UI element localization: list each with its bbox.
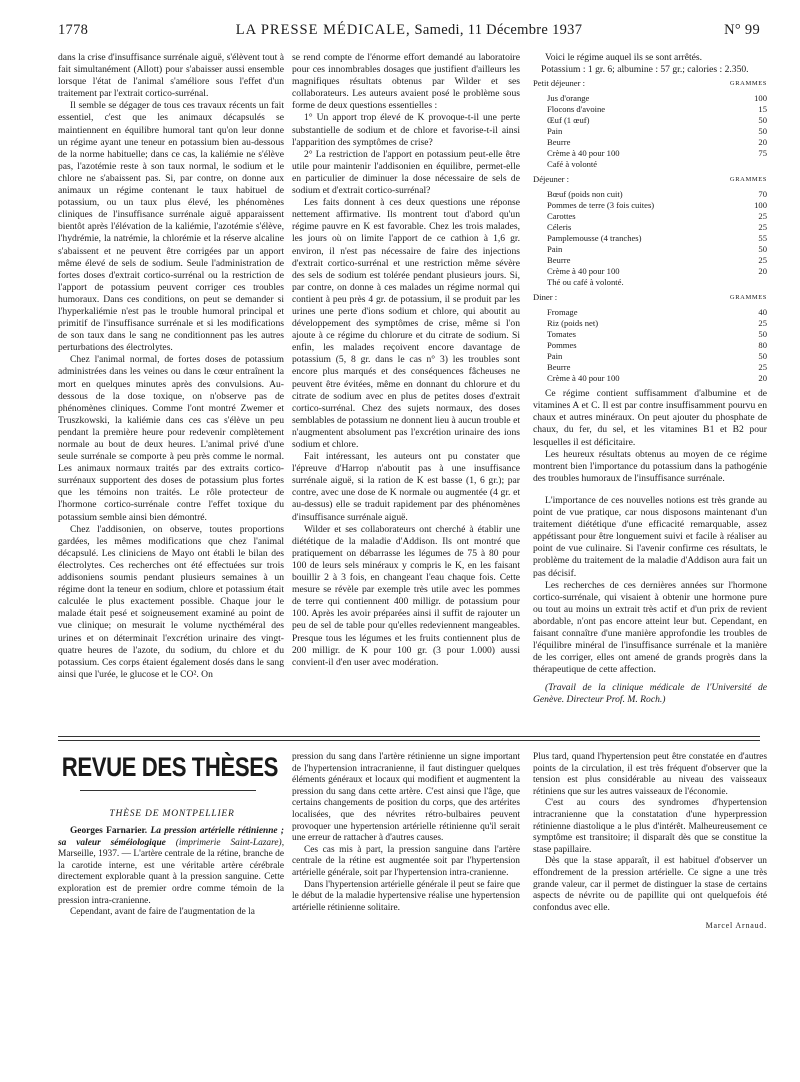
paragraph: Cependant, avant de faire de l'augmentation de la [70, 907, 255, 918]
diet-row: Tomates 50 [547, 329, 767, 340]
grammes-header: GRAMMES [729, 176, 767, 184]
diet-row: Jus d'orange 100 [547, 93, 767, 104]
thesis-column-3 [533, 752, 767, 932]
thesis-intro [58, 826, 284, 907]
question-1: 1° Un apport trop élevé de K provoque-t-il une perte substantielle de sodium et de chlore et favorise-t-il ainsi l'apparition des symptômes de crise? [292, 112, 520, 148]
column-1 [58, 52, 284, 681]
section-subtitle: THÈSE DE MONTPELLIER [109, 809, 235, 819]
meal-name: Déjeuner : [533, 174, 570, 185]
meal-name: Diner : [533, 292, 558, 303]
diet-row: Beurre 25 [547, 255, 767, 266]
thesis-column-2 [292, 752, 520, 914]
paragraph: Il semble se dégager de tous ces travaux récents un fait essentiel, c'est que les animaux décapsulés se maintiennent en équilibre humoral tant qu'on leur donne un régime ayant une teneur en potassium bien au-dessous de la norme habituelle; dans ce cas, la kaliémie ne s'élève pas, l'azotémie reste à son taux normal, le sodium et le chlore ne s'abaissent pas. Si, par contre, on donne aux animaux un régime contenant le taux habituel de potassium, ou un taux plus élevé, les phénomènes cliniques de l'insuffisance surrénale aiguë apparaissent bientôt après l'élévation de la kaliémie, l'azotémie s'élève, l'hydrémie, la natrémie, la chlorémie et la réserve alcaline s'abaissent et ne peuvent être corrigées par un apport même élevé de sels de sodium. Seule l'administration de fortes doses d'extrait cortico-surrénal ou la restriction de l'apport de potassium peuvent corriger ces troubles humoraux. Dans ces conditions, on peut se demander si l'hyperkaliémie n'est pas le trouble humoral principal et primitif de l'insuffisance surrénale et si les modifications de son taux dans le sang ne conditionnent pas les autres perturbations des électrolytes. [58, 100, 284, 354]
page-number: 1778 [58, 22, 89, 38]
paragraph: Wilder et ses collaborateurs ont cherché à établir une diététique de la maladie d'Addison. Ils ont montré que pratiquement on débarrasse les légumes de 75 à 80 pour 100 de leurs sels minéraux y compris le K, en les faisant bouillir 2 à 3 fois, en changeant l'eau chaque fois. Cette mesure se révèle par exemple très utile avec les pommes de terre qui contiennent 400 milligr. de potassium pour 100. Après les avoir préparées ainsi il suffit de rajouter un peu de sel de table pour qu'elles redeviennent mangeables. Presque tous les légumes et les fruits contiennent plus de 200 milligr. de K pour 100 gr. (3 pour 1.000) aussi convient-il d'en user avec modération. [292, 523, 520, 668]
diet-row: Crème à 40 pour 100 20 [547, 373, 767, 384]
thesis-column-1 [58, 826, 284, 919]
diet-row: Crème à 40 pour 100 75 [547, 148, 767, 159]
paragraph: Chez l'animal normal, de fortes doses de potassium administrées dans les veines ou dans le cœur entraînent la mort en quelques minutes après des convulsions. Au-dessous de la dose toxique, on n'observe pas de phénomènes cliniques. Comme l'ont montré Zwemer et Truszkowski, la kaliémie dans ces cas s'élève un peu pendant la première heure pour redevenir complètement normale au bout de deux heures. L'animal privé d'une seule surrénale se comporte à peu près comme le normal. Les animaux normaux traités par des extraits cortico-surrénaux supportent des doses de potassium plus fortes que les témoins non traités. Le rôle protecteur de l'hormone cortico-surrénale contre l'effet toxique du potassium semble ainsi bien démontré. [58, 354, 284, 523]
diet-meal-lunch [533, 174, 767, 288]
paragraph: Dès que la stase apparaît, il est habituel d'observer un effondrement de la pression artérielle. Ce signe a une très grande valeur, car il permet de distinguer la stase de certains aspects de névrite ou de papillite qui ont quelquefois été confondus avec elle. [533, 856, 767, 913]
section-divider [58, 740, 760, 741]
column-3 [533, 52, 767, 707]
section-title: REVUE DES THÈSES [61, 752, 278, 782]
paragraph: L'importance de ces nouvelles notions est très grande au point de vue pratique, car nous disposons maintenant d'un traitement diététique d'une efficacité remarquable, assez appétissant pour être longuement suivi et facile à réaliser au point de vue culinaire. Si l'avenir confirme ces résultats, le problème du traitement de la maladie d'Addison aura fait un pas décisif. [533, 494, 767, 579]
thesis-intro-text: , Marseille, 1937. — L'artère centrale de la rétine, branche de la carotide interne, est une véritable artère cérébrale directement explorable quant à la pression sanguine. Cette exploration est de premier ordre comme témoin de la pression intra-cranienne. [58, 837, 285, 906]
credit-note: (Travail de la clinique médicale de l'Université de Genève. Directeur Prof. M. Roch.) [533, 682, 767, 706]
diet-row: Pommes 80 [547, 340, 767, 351]
paragraph: pression du sang dans l'artère rétinienne un signe important de l'hypertension intracranienne, il faut distinguer quelques éléments généraux et locaux qui modifient et augmentent la pression du sang dans cette artère. C'est ainsi que l'âge, que certains changements de position du corps, que des artérites localisées, que des névrites rétro-bulbaires peuvent provoquer une hypertension artérielle rétinienne qu'il serait une erreur de rattacher à d'autres causes. [292, 752, 520, 844]
diet-meal-breakfast [533, 78, 767, 170]
paragraph: Dans l'hypertension artérielle générale il peut se faire que le début de la maladie hypertensive réalise une hypertension artérielle rétinienne solitaire. [292, 879, 520, 913]
thesis-title: La pression artérielle rétinienne ; sa valeur séméiologique [58, 826, 284, 848]
paragraph: Ce régime contient suffisamment d'albumine et de vitamines A et C. Il est par contre insuffisamment pourvu en chaux et autres minéraux. On peut ajouter du phosphate de chaux, du fer, du sel, et les vitamines B1 et B2 pour lesquelles il est déficitaire. [533, 388, 767, 448]
paragraph: Chez l'addisonien, on observe, toutes proportions gardées, les mêmes modifications que chez l'animal décapsulé. Les cliniciens de Mayo ont établi le bilan des électrolytes. Ces recherches ont été effectuées sur trois addisoniens soumis pendant plusieurs semaines à un régime dont la teneur en sodium, chlore et potassium était calculée le plus exactement possible. Chaque jour le malade était pesé et soigneusement examiné au point de vue clinique; on mesurait le volume nycthéméral des urines et on déterminait l'excrétion urinaire des vingt-quatre heures de l'azote, du sodium, du chlore et du potassium. Ces corps étaient également dosés dans le sang ainsi que l'urée, le glucose et le CO². On [58, 523, 284, 680]
diet-row: Bœuf (poids non cuit) 70 [547, 189, 767, 200]
diet-row: Fromage 40 [547, 307, 767, 318]
issue-number: N° 99 [724, 22, 760, 38]
diet-row: Pain 50 [547, 351, 767, 362]
diet-meal-dinner [533, 292, 767, 384]
paragraph: Fait intéressant, les auteurs ont pu constater que l'épreuve d'Harrop n'aboutit pas à une insuffisance surrénale aiguë, si la ration de K est basse (1, 6 gr.); par contre, avec une dose de K normale ou augmentée (4 gr. et au-dessus) elle se traduit rapidement par des phénomènes d'insuffisance surrénale aiguë. [292, 451, 520, 523]
paragraph: Les heureux résultats obtenus au moyen de ce régime montrent bien l'importance du potassium dans la pathogénie des troubles humoraux de l'insuffisance surrénale. [533, 448, 767, 484]
paragraph: se rend compte de l'énorme effort demandé au laboratoire pour ces innombrables dosages que justifient d'ailleurs les magnifiques résultats obtenus par Wilder et ses collaborateurs. Les auteurs avaient posé le problème sous forme de deux questions essentielles : [292, 52, 520, 112]
question-2: 2° La restriction de l'apport en potassium peut-elle être utile pour maintenir l'addisonien en équilibre, permet-elle en particulier de diminuer la dose nécessaire de sels de sodium et d'extrait cortico-surrénal? [292, 148, 520, 197]
diet-summary: Potassium : 1 gr. 6; albumine : 57 gr.; calories : 2.350. [541, 64, 749, 76]
diet-row: Pommes de terre (3 fois cuites) 100 [547, 200, 767, 211]
diet-row: Carottes 25 [547, 211, 767, 222]
diet-row: Riz (poids net) 25 [547, 318, 767, 329]
paragraph: dans la crise d'insuffisance surrénale aiguë, s'élèvent tout à fait simultanément (Allott) pour s'abaisser aussi ensemble lorsque l'état de l'animal s'améliore sous l'effet d'un traitement par l'extrait cortico-surrénal. [58, 52, 284, 100]
journal-title: LA PRESSE MÉDICALE, [235, 22, 411, 38]
diet-row: Œuf (1 œuf) 50 [547, 115, 767, 126]
diet-row: Thé ou café à volonté. [547, 277, 624, 288]
diet-intro: Voici le régime auquel ils se sont arrêtés. [545, 52, 703, 63]
page-header [58, 22, 760, 44]
diet-row: Beurre 25 [547, 362, 767, 373]
thesis-signature: Marcel Arnaud. [705, 921, 767, 931]
grammes-header: GRAMMES [729, 294, 767, 302]
diet-row: Beurre 20 [547, 137, 767, 148]
column-2 [292, 52, 520, 669]
diet-row: Pain 50 [547, 126, 767, 137]
running-head [128, 22, 690, 39]
paragraph: Les faits donnent à ces deux questions une réponse nettement affirmative. Ils montrent tout d'abord qu'un régime pauvre en K est favorable. Chez les trois malades, les jours où on limite l'apport de ce cathion à 1,6 gr. environ, il n'est pas nécessaire de faire des injections d'extrait cortico-surrénal et une restriction même sévère des sels de sodium est tolérée pendant plusieurs jours. Si, par contre, on donne à ces malades un régime normal qui contient à peu près 4 gr. de potassium, il se produit par les urines une perte d'ions sodium et chlore, qui aboutit au développement des symptômes de crise, même si l'on ajoute à ce régime du chlorure et du citrate de sodium. Si enfin, les malades reçoivent encore davantage de potassium (5, 8 gr. dans le cas n° 3) les troubles sont encore plus marqués et des conséquences fâcheuses ne peuvent être évitées, même en donnant du chlorure et du citrate de sodium avec en plus de petites doses d'extrait cortico-surrénal. Chez des sujets normaux, des doses semblables de potassium ne donnent lieu à aucun trouble et n'augmentent absolument pas l'excrétion urinaire des ions sodium et chlore. [292, 197, 520, 450]
grammes-header: GRAMMES [729, 80, 767, 88]
section-divider [58, 736, 760, 737]
diet-row: Pain 50 [547, 244, 767, 255]
diet-row: Crème à 40 pour 100 20 [547, 266, 767, 277]
title-underline [80, 790, 256, 791]
paragraph: Plus tard, quand l'hypertension peut être constatée en d'autres points de la circulation, il est très fréquent d'observer que la tension est plus considérable au niveau des vaisseaux rétiniens que sur les autres vaisseaux de l'économie. [533, 752, 767, 797]
diet-row: Pamplemousse (4 tranches) 55 [547, 233, 767, 244]
issue-date: Samedi, 11 Décembre 1937 [414, 22, 583, 38]
meal-name: Petit déjeuner : [533, 78, 586, 89]
paragraph: Ces cas mis à part, la pression sanguine dans l'artère centrale de la rétine est augmentée soit par l'hypertension artérielle générale, soit par l'hypertension intra-cranienne. [292, 844, 520, 878]
diet-row: Café à volonté [547, 159, 598, 170]
diet-row: Flocons d'avoine 15 [547, 104, 767, 115]
diet-row: Céleris 25 [547, 222, 767, 233]
paragraph: C'est au cours des syndromes d'hypertension intracranienne que la constatation d'une hyperpression rétinienne diastolique a le plus d'intérêt. Malheureusement ce symptôme est transitoire; il disparaît dès que se constitue la stase papillaire. [533, 798, 767, 855]
thesis-publisher: (imprimerie Saint-Lazare) [175, 837, 282, 848]
thesis-author: Georges Farnarier. [70, 826, 148, 836]
paragraph: Les recherches de ces dernières années sur l'hormone cortico-surrénale, qui visaient à obtenir une hormone pure ou tout au moins un extrait très actif et d'un prix de revient abordable, n'ont pas encore atteint leur but. Cependant, en faisant connaître d'une manière approfondie les troubles de l'équilibre minéral de l'insuffisance surrénale et la manière de les corriger, elles ont amené de grands progrès dans la thérapeutique de cette affection. [533, 579, 767, 676]
